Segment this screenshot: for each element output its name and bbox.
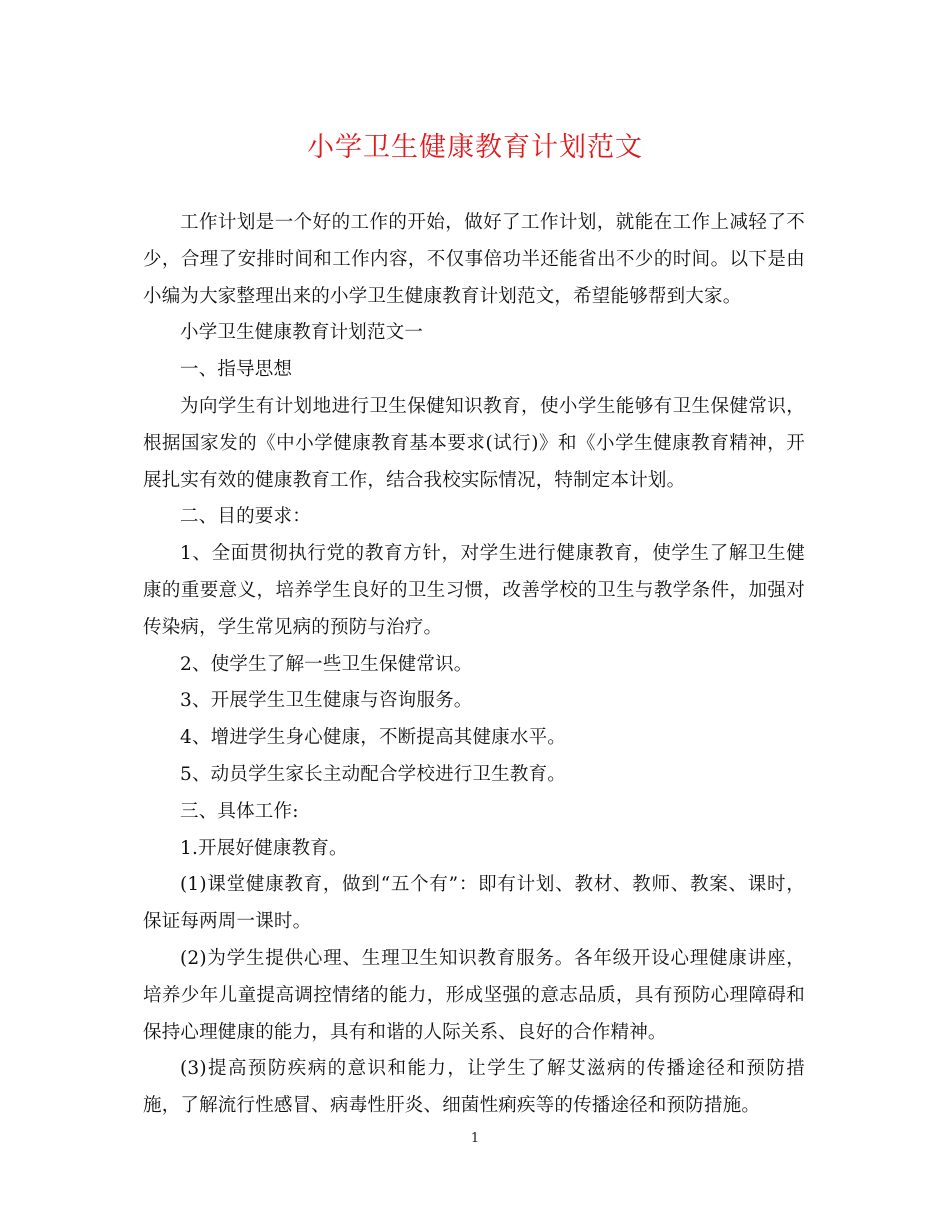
paragraph-work-1: 1.开展好健康教育。 — [180, 837, 348, 859]
document-title: 小学卫生健康教育计划范文 — [307, 132, 643, 163]
paragraph-heading-guiding-thought: 一、指导思想 — [180, 359, 293, 381]
page-number: 1 — [470, 1131, 480, 1146]
paragraph-section-title: 小学卫生健康教育计划范文一 — [180, 322, 424, 344]
paragraph-goal-1: 1、全面贯彻执行党的教育方针，对学生进行健康教育，使学生了解卫生健康的重要意义，培养学生良好的卫生习惯，改善学校的卫生与教学条件，加强对传染病，学生常见病的预防与治疗。 — [143, 543, 805, 638]
document-body — [143, 205, 805, 1125]
paragraph-work-1-3: (3)提高预防疾病的意识和能力，让学生了解艾滋病的传播途径和预防措施，了解流行性感冒、病毒性肝炎、细菌性痢疾等的传播途径和预防措施。 — [143, 1058, 805, 1117]
paragraph-goal-3: 3、开展学生卫生健康与咨询服务。 — [180, 690, 473, 712]
paragraph-intro: 工作计划是一个好的工作的开始，做好了工作计划，就能在工作上减轻了不少，合理了安排时间和工作内容，不仅事倍功半还能省出不少的时间。以下是由小编为大家整理出来的小学卫生健康教育计划范文，希望能够帮到大家。 — [143, 212, 805, 307]
paragraph-goal-5: 5、动员学生家长主动配合学校进行卫生教育。 — [180, 763, 566, 785]
paragraph-work-1-2: (2)为学生提供心理、生理卫生知识教育服务。各年级开设心理健康讲座，培养少年儿童提高调控情绪的能力，形成坚强的意志品质，具有预防心理障碍和保持心理健康的能力，具有和谐的人际关系、良好的合作精神。 — [143, 947, 805, 1043]
paragraph-goal-2: 2、使学生了解一些卫生保健常识。 — [180, 653, 473, 675]
paragraph-work-1-1: (1)课堂健康教育，做到“五个有”：即有计划、教材、教师、教案、课时，保证每两周一课时。 — [143, 874, 805, 933]
paragraph-goal-4: 4、增进学生身心健康，不断提高其健康水平。 — [180, 727, 566, 749]
paragraph-heading-goals: 二、目的要求： — [180, 506, 311, 528]
paragraph-guiding-thought: 为向学生有计划地进行卫生保健知识教育，使小学生能够有卫生保健常识，根据国家发的《中小学健康教育基本要求(试行)》和《小学生健康教育精神，开展扎实有效的健康教育工作，结合我校实际情况，特制定本计划。 — [143, 395, 805, 491]
paragraph-heading-work: 三、具体工作: — [180, 800, 299, 822]
